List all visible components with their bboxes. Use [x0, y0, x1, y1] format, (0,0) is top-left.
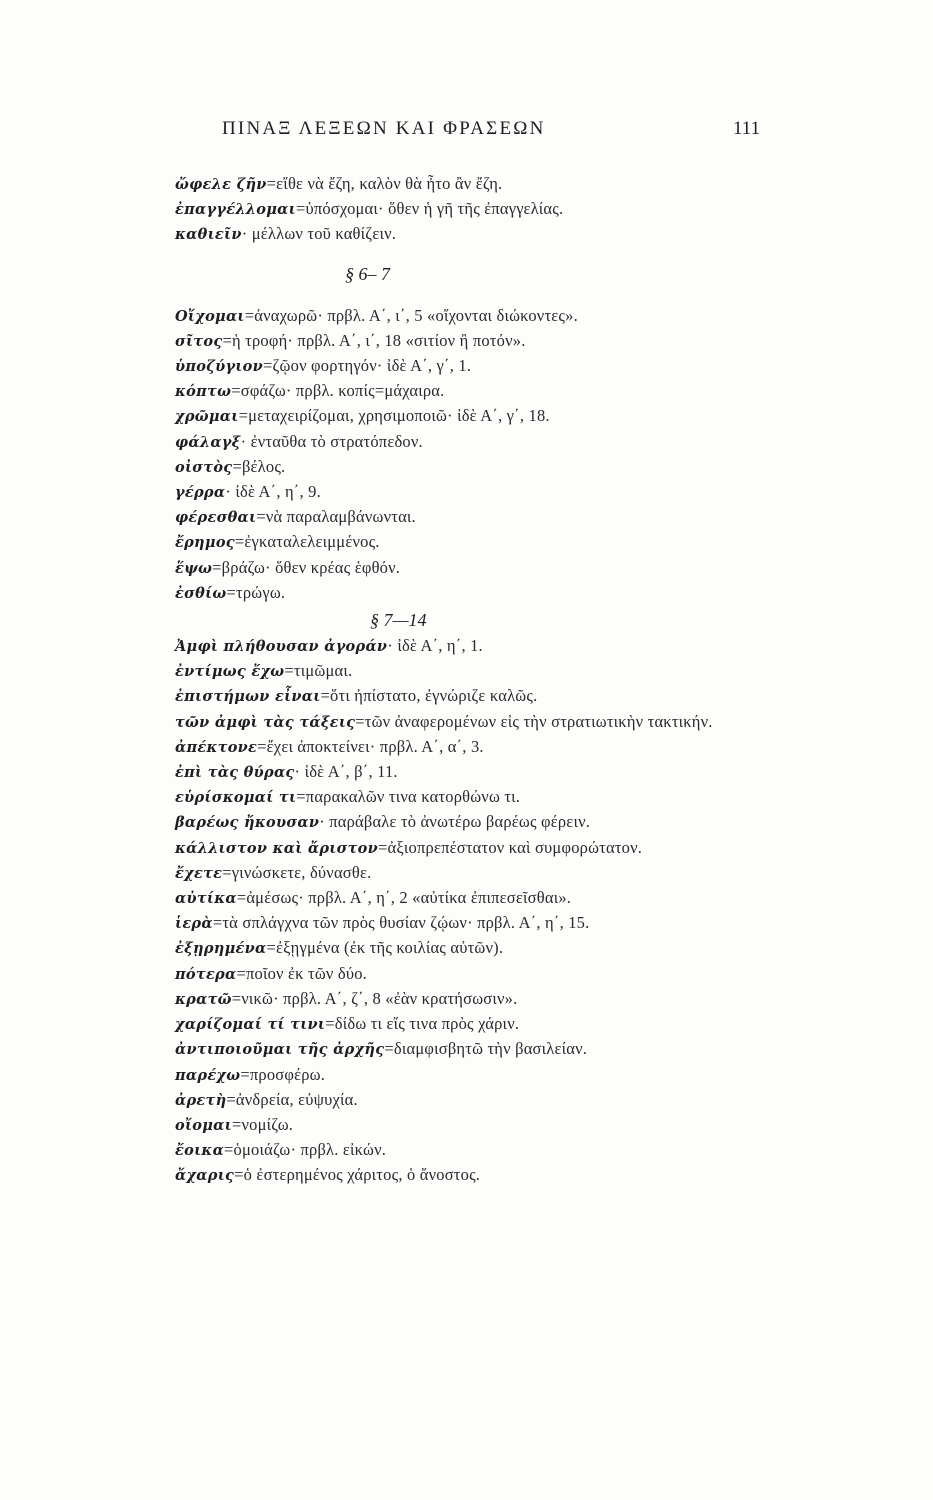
glossary-entry: [175, 634, 785, 659]
entry-term: ἔοικα: [175, 1142, 225, 1160]
glossary-entry: [175, 197, 785, 222]
entry-term: εὑρίσκομαί τι: [175, 789, 297, 807]
entry-definition: =σφάζω· πρβλ. κοπίς=μάχαιρα.: [231, 381, 445, 401]
glossary-entry: [175, 222, 785, 247]
entry-term: ὤφελε ζῆν: [175, 176, 267, 193]
glossary-entry: [175, 659, 785, 684]
entry-definition: =τὰ σπλάγχνα τῶν πρὸς θυσίαν ζῴων· πρβλ. Α΄, η΄, 15.: [212, 913, 590, 933]
entry-term: ἔχετε: [175, 864, 223, 882]
entry-term: οἰστὸς: [175, 458, 233, 476]
entry-term: ἀρετὴ: [175, 1091, 227, 1109]
glossary-entry: [175, 810, 785, 835]
entry-definition: =ὅτι ἠπίστατο, ἐγνώριζε καλῶς.: [320, 686, 538, 706]
entry-definition: · ἰδὲ Α΄, β΄, 11.: [294, 762, 398, 782]
entry-definition: =δίδω τι εἴς τινα πρὸς χάριν.: [325, 1014, 520, 1034]
entry-term: καθιεῖν: [175, 226, 242, 244]
glossary-entry: [175, 962, 785, 987]
entry-definition: =ζῷον φορτηγόν· ἰδὲ Α΄, γ΄, 1.: [263, 356, 472, 376]
entry-term: ὑποζύγιον: [175, 358, 264, 376]
glossary-entry: [175, 505, 785, 530]
glossary-entry: [175, 556, 785, 581]
entry-term: γέρρα: [175, 484, 226, 502]
glossary-entry: [175, 172, 785, 197]
entry-definition: =ὑπόσχομαι· ὅθεν ἡ γῆ τῆς ἐπαγγελίας.: [295, 199, 564, 219]
glossary-entry: [175, 886, 785, 911]
entry-term: ἱερὰ: [175, 915, 213, 933]
entry-definition: =ἐγκαταλελειμμένος.: [234, 532, 380, 552]
glossary-entry: [175, 785, 785, 810]
glossary-entry: [175, 1113, 785, 1138]
entry-definition: · ἐνταῦθα τὸ στρατόπεδον.: [240, 431, 423, 451]
glossary-entry: [175, 379, 785, 404]
glossary-entry: [175, 404, 785, 429]
entry-term: κάλλιστον καὶ ἄριστον: [175, 839, 378, 857]
glossary-entry: [175, 760, 785, 785]
entry-definition: =νὰ παραλαμβάνωνται.: [256, 507, 416, 527]
glossary-entry: [175, 1088, 785, 1113]
section-heading: § 7—14: [370, 610, 427, 631]
entry-definition: =προσφέρω.: [240, 1064, 326, 1084]
entry-definition: =τρώγω.: [226, 582, 286, 602]
entry-definition: =βράζω· ὅθεν κρέας ἑφθόν.: [212, 557, 401, 577]
glossary-entry: [175, 1163, 785, 1188]
section-heading: § 6– 7: [345, 263, 390, 284]
glossary-entry: [175, 1037, 785, 1062]
glossary-entries: [175, 172, 785, 1189]
entry-term: πότερα: [175, 965, 237, 983]
entry-term: Ἀμφὶ πλήθουσαν ἀγοράν: [175, 638, 388, 656]
entry-definition: =παρακαλῶν τινα κατορθώνω τι.: [296, 787, 521, 807]
entry-definition: =ποῖον ἐκ τῶν δύο.: [236, 963, 367, 983]
running-head: [0, 118, 933, 148]
entry-definition: =εἴθε νὰ ἔζη, καλὸν θὰ ἦτο ἂν ἔζη.: [266, 174, 503, 193]
entry-term: ἔρημος: [175, 534, 235, 552]
glossary-entry: [175, 455, 785, 480]
glossary-entry: [175, 581, 785, 606]
glossary-entry: [175, 684, 785, 709]
glossary-entry: [175, 936, 785, 961]
glossary-entry: [175, 430, 785, 455]
entry-term: Οἴχομαι: [175, 307, 245, 325]
entry-definition: =γινώσκετε, δύνασθε.: [222, 862, 372, 882]
entry-term: τῶν ἀμφὶ τὰς τάξεις: [175, 713, 356, 731]
glossary-entry: [175, 1012, 785, 1037]
entry-term: φέρεσθαι: [175, 509, 257, 527]
entry-term: ἕψω: [175, 559, 213, 577]
entry-definition: =ὁμοιάζω· πρβλ. εἰκών.: [224, 1140, 387, 1160]
entry-term: σῖτος: [175, 332, 223, 350]
entry-term: ἐπὶ τὰς θύρας: [175, 764, 295, 782]
entry-term: ἄχαρις: [175, 1167, 235, 1185]
entry-definition: =νικῶ· πρβλ. Α΄, ζ΄, 8 «ἐὰν κρατήσωσιν».: [231, 988, 518, 1008]
entry-term: ἐξῃρημένα: [175, 940, 267, 958]
entry-term: ἀπέκτονε: [175, 738, 258, 756]
glossary-entry: [175, 354, 785, 379]
entry-definition: =ἀμέσως· πρβλ. Α΄, η΄, 2 «αὐτίκα ἐπιπεσεῖσθαι».: [236, 888, 572, 908]
entry-definition: · παράβαλε τὸ ἀνωτέρω βαρέως φέρειν.: [319, 812, 591, 832]
entry-definition: =μεταχειρίζομαι, χρησιμοποιῶ· ἰδὲ Α΄, γ΄, 18.: [238, 406, 550, 426]
entry-term: ἐπαγγέλλομαι: [175, 201, 296, 219]
entry-definition: =ἀνδρεία, εὐψυχία.: [226, 1089, 358, 1109]
entry-term: κρατῶ: [175, 990, 232, 1008]
glossary-entry: [175, 836, 785, 861]
glossary-entry: [175, 329, 785, 354]
glossary-entry: [175, 1138, 785, 1163]
entry-definition: =τῶν ἀναφερομένων εἰς τὴν στρατιωτικὴν τακτικήν.: [355, 711, 713, 731]
entry-term: ἐπιστήμων εἶναι: [175, 688, 321, 706]
entry-definition: =ἐξῃγμένα (ἐκ τῆς κοιλίας αὐτῶν).: [266, 938, 504, 958]
glossary-entry: [175, 480, 785, 505]
glossary-entry: [175, 530, 785, 555]
entry-definition: =διαμφισβητῶ τὴν βασιλείαν.: [384, 1039, 588, 1059]
entry-definition: · μέλλων τοῦ καθίζειν.: [241, 224, 397, 244]
entry-term: ἀντιποιοῦμαι τῆς ἀρχῆς: [175, 1041, 385, 1059]
entry-term: χρῶμαι: [175, 408, 239, 426]
entry-definition: =βέλος.: [232, 456, 286, 476]
entry-definition: =ἔχει ἀποκτείνει· πρβλ. Α΄, α΄, 3.: [257, 736, 484, 756]
glossary-entry: [175, 987, 785, 1012]
entry-definition: · ἰδὲ Α΄, η΄, 9.: [225, 482, 321, 502]
entry-definition: =ἡ τροφή· πρβλ. Α΄, ι΄, 18 «σιτίον ἢ ποτόν».: [222, 330, 526, 350]
entry-term: χαρίζομαί τί τινι: [175, 1016, 326, 1034]
page-number: 111: [733, 118, 761, 139]
entry-term: αὐτίκα: [175, 890, 237, 908]
entry-term: φάλαγξ: [175, 433, 241, 451]
glossary-entry: [175, 1063, 785, 1088]
running-title: ΠΙΝΑΞ ΛΕΞΕΩΝ ΚΑΙ ΦΡΑΣΕΩΝ: [222, 118, 546, 139]
entry-term: ἐντίμως ἔχω: [175, 663, 285, 681]
entry-definition: =ὁ ἐστερημένος χάριτος, ὁ ἄνοστος.: [234, 1165, 481, 1185]
glossary-entry: [175, 710, 799, 735]
glossary-entry: [175, 304, 785, 329]
entry-definition: =ἀναχωρῶ· πρβλ. Α΄, ι΄, 5 «οἴχονται διώκοντες».: [244, 305, 578, 325]
entry-term: οἴομαι: [175, 1116, 232, 1134]
entry-definition: =νομίζω.: [231, 1114, 294, 1134]
glossary-entry: [175, 735, 785, 760]
entry-term: ἐσθίω: [175, 584, 227, 602]
entry-term: βαρέως ἤκουσαν: [175, 814, 320, 832]
glossary-entry: [175, 911, 785, 936]
entry-term: παρέχω: [175, 1066, 241, 1084]
entry-definition: =ἀξιοπρεπέστατον καὶ συμφορώτατον.: [378, 837, 643, 857]
entry-definition: =τιμῶμαι.: [284, 661, 353, 681]
entry-definition: · ἰδὲ Α΄, η΄, 1.: [387, 636, 483, 656]
glossary-entry: [175, 861, 785, 886]
entry-term: κόπτω: [175, 383, 232, 401]
